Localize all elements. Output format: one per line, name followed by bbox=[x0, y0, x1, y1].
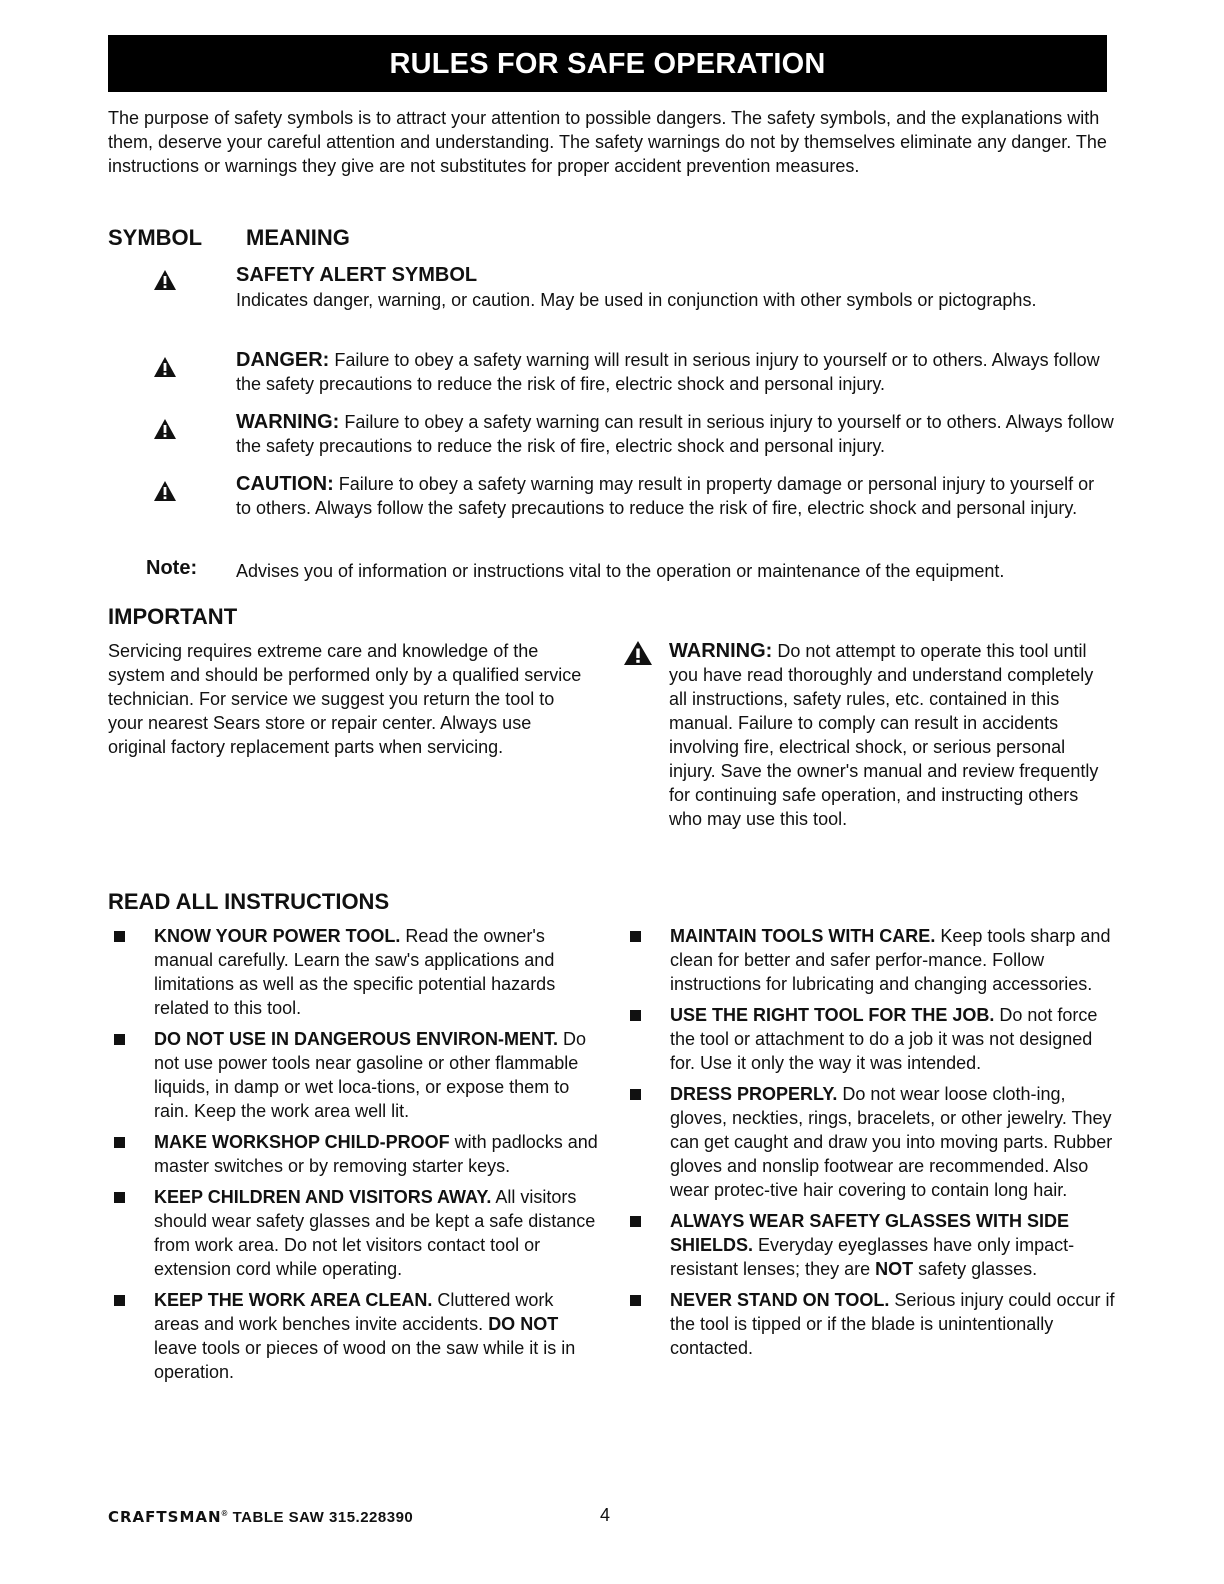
important-heading: IMPORTANT bbox=[108, 604, 238, 629]
intro-paragraph: The purpose of safety symbols is to attract your attention to possible dangers. The safety symbols, and the explanations with them, deserve your careful attention and understanding. The safety warnings do not by themselves eliminate any danger. The instructions or warnings they give are not substitutes for proper accident prevention measures. bbox=[108, 108, 1107, 176]
caution-text: Failure to obey a safety warning may result in property damage or personal injury to yourself or to others. Always follow the safety precautions to reduce the risk of fire, electric shock and personal injury. bbox=[236, 474, 1095, 518]
rule-lead: KNOW YOUR POWER TOOL. bbox=[154, 926, 401, 946]
warning-alert-icon bbox=[153, 418, 177, 440]
rule-lead: DO NOT USE IN DANGEROUS ENVIRON-MENT. bbox=[154, 1029, 559, 1049]
rule-lead: DRESS PROPERLY. bbox=[670, 1084, 838, 1104]
rule-text: with padlocks and master switches or by removing starter keys. bbox=[154, 1132, 598, 1176]
square-bullet-icon bbox=[114, 1137, 125, 1148]
footer-model-line bbox=[108, 1508, 413, 1526]
rule-lead-emphasis: NOT bbox=[875, 1259, 914, 1279]
square-bullet-icon bbox=[630, 931, 641, 942]
list-item bbox=[626, 1003, 1116, 1075]
rule-text: Cluttered work areas and work benches invite accidents. bbox=[154, 1290, 554, 1334]
important-paragraph: Servicing requires extreme care and knowledge of the system and should be performed only by a qualified service technician. For service we suggest you return the tool to your nearest Sears store or repair center. Always use original factory replacement parts when servicing. bbox=[108, 641, 582, 757]
rule-text-continued: safety glasses. bbox=[913, 1259, 1038, 1279]
footer-model: TABLE SAW 315.228390 bbox=[227, 1509, 414, 1526]
important-warning-paragraph bbox=[669, 639, 1109, 831]
list-item bbox=[626, 1288, 1116, 1360]
read-all-instructions-heading: READ ALL INSTRUCTIONS bbox=[108, 889, 390, 914]
important-warning-keyword: WARNING: bbox=[669, 640, 773, 662]
square-bullet-icon bbox=[630, 1089, 641, 1100]
meaning-column-header: MEANING bbox=[246, 225, 350, 250]
rule-text-continued: leave tools or pieces of wood on the saw while it is in operation. bbox=[154, 1338, 576, 1382]
rule-text: Do not force the tool or attachment to do a job it was not designed for. Use it only the way it was intended. bbox=[670, 1005, 1098, 1073]
list-item bbox=[626, 924, 1116, 996]
rule-lead-emphasis: DO NOT bbox=[488, 1314, 559, 1334]
rule-text: All visitors should wear safety glasses and be kept a safe distance from work area. Do not let visitors contact tool or extension cord while operating. bbox=[154, 1187, 596, 1279]
safety-alert-title: SAFETY ALERT SYMBOL bbox=[236, 264, 478, 286]
warning-text: Failure to obey a safety warning can result in serious injury to yourself or to others. Always follow the safety precautions to reduce the risk of fire, electric shock and personal injury. bbox=[236, 412, 1114, 456]
square-bullet-icon bbox=[114, 1034, 125, 1045]
rule-text: Keep tools sharp and clean for better and safer perfor-mance. Follow instructions for lubricating and changing accessories. bbox=[670, 926, 1111, 994]
rule-lead: MAKE WORKSHOP CHILD-PROOF bbox=[154, 1132, 450, 1152]
list-item bbox=[110, 924, 600, 1020]
list-item bbox=[110, 1130, 600, 1178]
symbol-column-header: SYMBOL bbox=[108, 225, 203, 250]
caution-definition bbox=[236, 472, 1096, 520]
rules-list-left bbox=[110, 924, 600, 1391]
warning-triangle-icon bbox=[623, 640, 653, 666]
note-text: Advises you of information or instructions vital to the operation or maintenance of the equipment. bbox=[236, 561, 1005, 581]
rule-text: Do not wear loose cloth-ing, gloves, neckties, rings, bracelets, or other jewelry. They can get caught and draw you into moving parts. Rubber gloves and nonslip footwear are recommended. Also wear protec-tive hair covering to contain long hair. bbox=[670, 1084, 1113, 1200]
list-item bbox=[110, 1185, 600, 1281]
registered-mark: ® bbox=[221, 1509, 228, 1518]
list-item bbox=[110, 1288, 600, 1384]
page-number: 4 bbox=[600, 1505, 611, 1525]
danger-keyword: DANGER: bbox=[236, 349, 330, 371]
danger-text: Failure to obey a safety warning will result in serious injury to yourself or to others. Always follow the safety precautions to reduce the risk of fire, electric shock and personal injury. bbox=[236, 350, 1100, 394]
page-banner-title: RULES FOR SAFE OPERATION bbox=[108, 35, 1107, 92]
list-item bbox=[110, 1027, 600, 1123]
rule-lead: MAINTAIN TOOLS WITH CARE. bbox=[670, 926, 936, 946]
rule-lead: ALWAYS WEAR SAFETY GLASSES WITH SIDE SHIELDS. bbox=[670, 1211, 1070, 1255]
square-bullet-icon bbox=[630, 1295, 641, 1306]
rule-text: Serious injury could occur if the tool is tipped or if the blade is unintentionally contacted. bbox=[670, 1290, 1115, 1358]
warning-definition bbox=[236, 410, 1116, 458]
rule-text: Read the owner's manual carefully. Learn the saw's applications and limitations as well as the specific potential hazards related to this tool. bbox=[154, 926, 556, 1018]
rules-list-right bbox=[626, 924, 1116, 1367]
safety-alert-definition bbox=[236, 262, 1116, 312]
safety-alert-text: Indicates danger, warning, or caution. May be used in conjunction with other symbols or pictographs. bbox=[236, 290, 1037, 310]
square-bullet-icon bbox=[630, 1010, 641, 1021]
rule-lead: KEEP THE WORK AREA CLEAN. bbox=[154, 1290, 433, 1310]
warning-keyword: WARNING: bbox=[236, 411, 340, 433]
square-bullet-icon bbox=[630, 1216, 641, 1227]
square-bullet-icon bbox=[114, 931, 125, 942]
danger-alert-icon bbox=[153, 356, 177, 378]
rule-text: Everyday eyeglasses have only impact-resistant lenses; they are bbox=[670, 1235, 1075, 1279]
square-bullet-icon bbox=[114, 1192, 125, 1203]
rule-lead: KEEP CHILDREN AND VISITORS AWAY. bbox=[154, 1187, 492, 1207]
caution-alert-icon bbox=[153, 480, 177, 502]
list-item bbox=[626, 1082, 1116, 1202]
caution-keyword: CAUTION: bbox=[236, 473, 334, 495]
danger-definition bbox=[236, 348, 1116, 396]
important-warning-text: Do not attempt to operate this tool until you have read thoroughly and understand completely all instructions, safety rules, etc. contained in this manual. Failure to comply can result in accidents involving fire, electrical shock, or serious personal injury. Save the owner's manual and review frequently for continuing safe operation, and instructing others who may use this tool. bbox=[669, 641, 1099, 829]
note-label: Note: bbox=[146, 557, 198, 579]
brand-logo: CRAFTSMAN bbox=[108, 1508, 222, 1526]
rule-lead: NEVER STAND ON TOOL. bbox=[670, 1290, 890, 1310]
safety-alert-icon bbox=[153, 269, 177, 291]
rule-lead: USE THE RIGHT TOOL FOR THE JOB. bbox=[670, 1005, 995, 1025]
list-item bbox=[626, 1209, 1116, 1281]
square-bullet-icon bbox=[114, 1295, 125, 1306]
rule-text: Do not use power tools near gasoline or other flammable liquids, in damp or wet loca-tions, or expose them to rain. Keep the work area well lit. bbox=[154, 1029, 587, 1121]
